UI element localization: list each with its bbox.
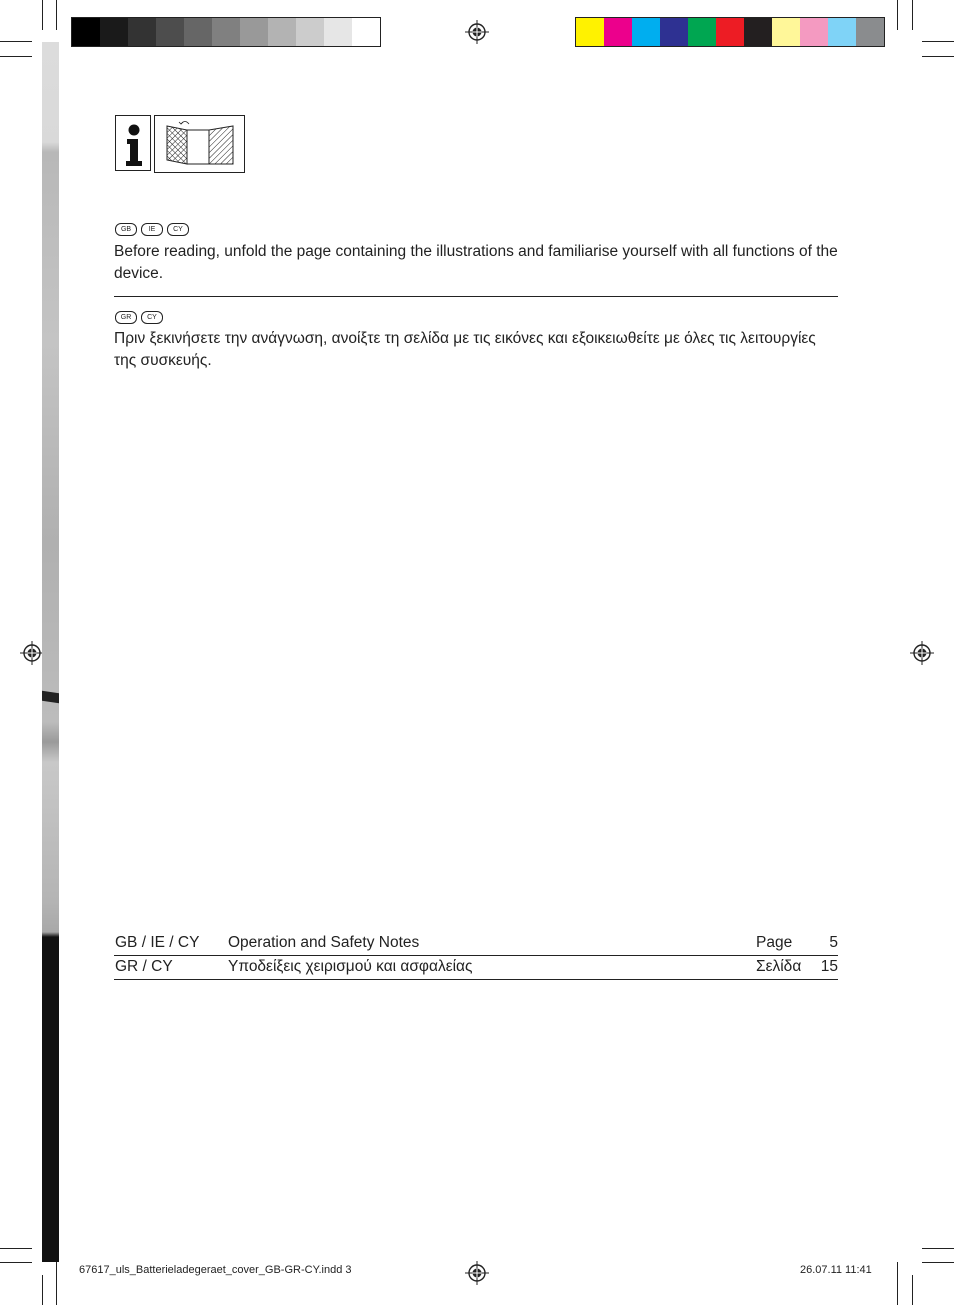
process-bar-swatch	[772, 18, 800, 46]
gray-bar-swatch	[296, 18, 324, 46]
slug-filename: 67617_uls_Batterieladegeraet_cover_GB-GR-CY.indd 3	[79, 1264, 352, 1276]
process-bar-swatch	[856, 18, 884, 46]
language-flag-cy: CY	[141, 311, 163, 324]
language-flag-cy: CY	[167, 223, 189, 236]
process-bar-swatch	[632, 18, 660, 46]
intro-text-gr: Πριν ξεκινήσετε την ανάγνωση, ανοίξτε τη σελίδα με τις εικόνες και εξοικειωθείτε με όλες τις λειτουργίες της συσκευής.	[114, 330, 816, 369]
toc-page-number: 5	[829, 934, 838, 951]
toc-page-number: 15	[820, 958, 838, 975]
gray-bar-swatch	[352, 18, 380, 46]
toc-lang: GB / IE / CY	[115, 934, 200, 951]
process-bar-swatch	[660, 18, 688, 46]
gray-bar-swatch	[240, 18, 268, 46]
toc-page-label: Page	[756, 934, 793, 951]
unfold-page-icon	[154, 115, 245, 173]
intro-text-en: Before reading, unfold the page containing the illustrations and familiarise yourself with all functions of the device.	[114, 243, 838, 282]
registration-mark-top-icon	[465, 20, 489, 44]
process-bar-swatch	[688, 18, 716, 46]
process-bar-swatch	[604, 18, 632, 46]
language-flag-gb: GB	[115, 223, 137, 236]
process-bar-swatch	[576, 18, 604, 46]
registration-mark-left-icon	[20, 641, 44, 665]
info-panel	[115, 115, 245, 173]
slug-datetime: 26.07.11 11:41	[800, 1264, 872, 1276]
language-flag-ie: IE	[141, 223, 163, 236]
language-flag-gr: GR	[115, 311, 137, 324]
process-bar-swatch	[716, 18, 744, 46]
process-bar-swatch	[828, 18, 856, 46]
language-flags-en	[115, 223, 189, 236]
gray-bar-swatch	[100, 18, 128, 46]
process-bar-swatch	[800, 18, 828, 46]
process-bar-swatch	[744, 18, 772, 46]
toc-row-gr[interactable]	[114, 955, 838, 980]
toc-page-label: Σελίδα	[756, 958, 802, 975]
gray-bar-swatch	[212, 18, 240, 46]
gray-bar-swatch	[184, 18, 212, 46]
toc-title: Υποδείξεις χειρισμού και ασφαλείας	[228, 958, 473, 975]
cover-bleed-strip	[42, 42, 59, 1262]
section-divider	[114, 296, 838, 297]
registration-mark-bottom-icon	[465, 1261, 489, 1285]
toc-row-en[interactable]	[114, 931, 838, 956]
language-flags-gr	[115, 311, 163, 324]
gray-bar-swatch	[268, 18, 296, 46]
registration-mark-right-icon	[910, 641, 934, 665]
gray-bar-swatch	[156, 18, 184, 46]
info-i-icon	[115, 115, 151, 171]
gray-bar-swatch	[72, 18, 100, 46]
gray-bar-swatch	[324, 18, 352, 46]
gray-bar-swatch	[128, 18, 156, 46]
toc-title: Operation and Safety Notes	[228, 934, 420, 951]
toc-lang: GR / CY	[115, 958, 173, 975]
